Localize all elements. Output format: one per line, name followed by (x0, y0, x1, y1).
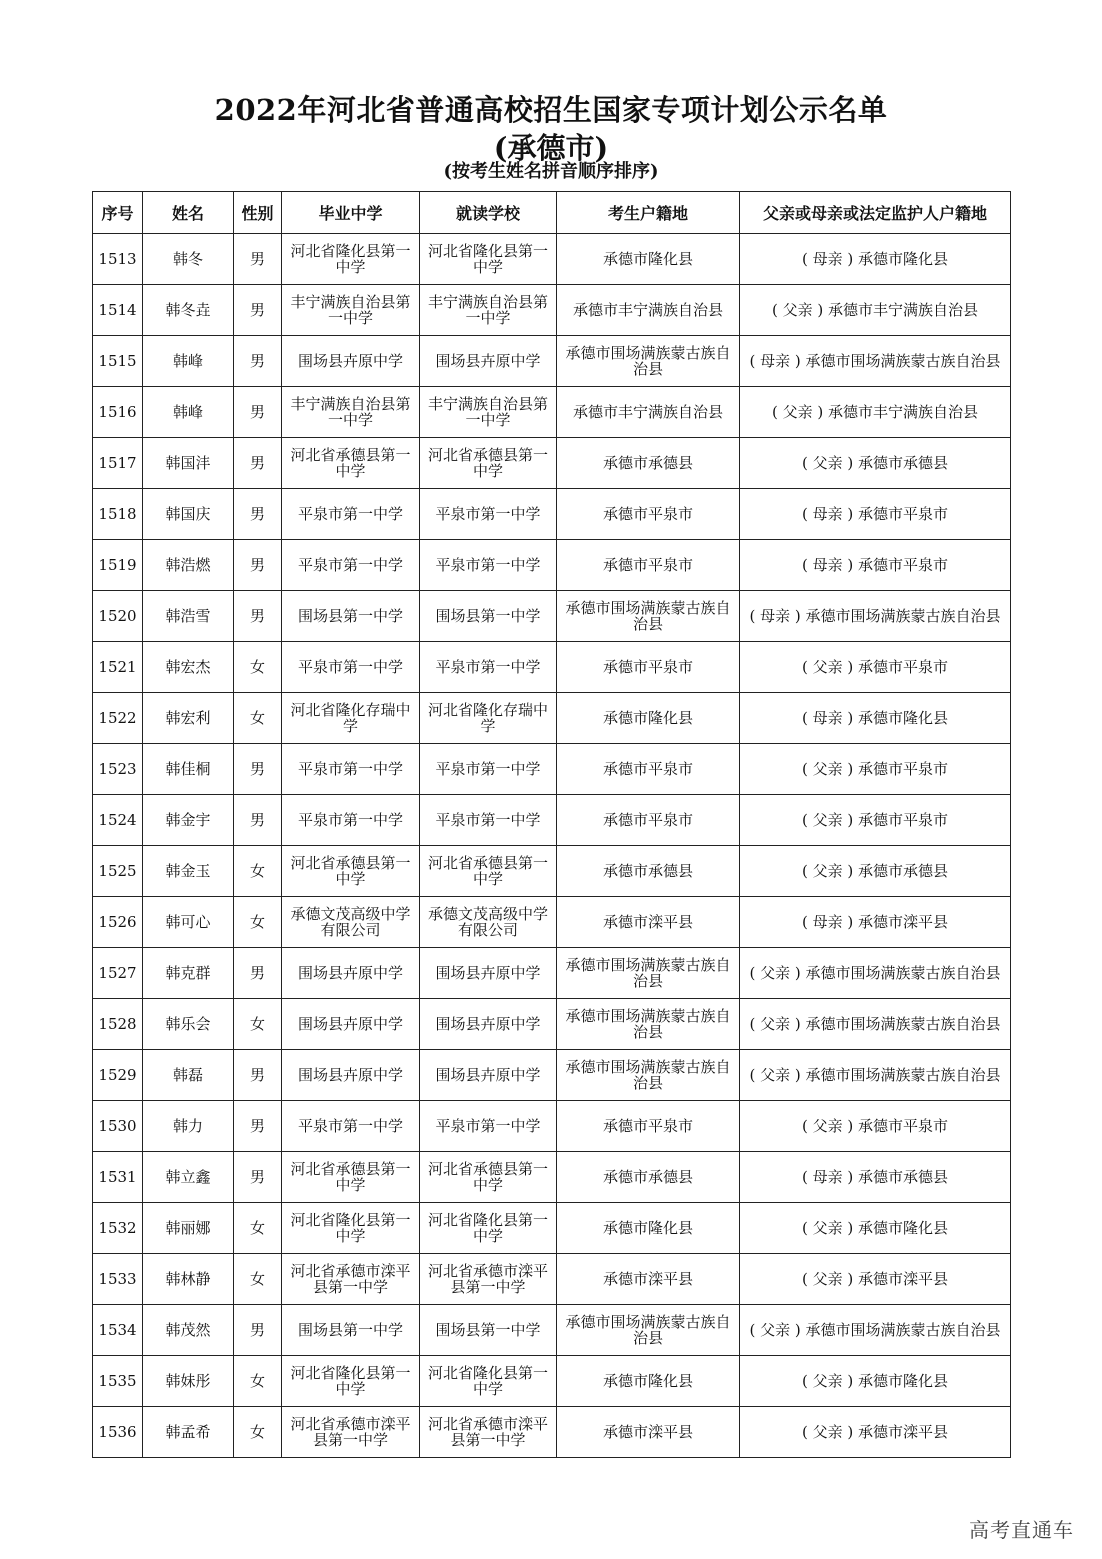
guardian-hukou-value: 承德市滦平县 (858, 1423, 949, 1441)
cell-gender: 男 (234, 1050, 282, 1101)
table-row (93, 948, 1011, 999)
cell-guardian-hukou (740, 795, 1011, 846)
table-row (93, 591, 1011, 642)
guardian-hukou-value: 承德市平泉市 (858, 760, 949, 778)
cell-hukou: 承德市承德县 (557, 1152, 740, 1203)
cell-gender: 男 (234, 285, 282, 336)
cell-no: 1526 (93, 897, 143, 948)
cell-current-school: 平泉市第一中学 (420, 540, 557, 591)
cell-current-school: 河北省隆化县第一中学 (420, 1356, 557, 1407)
cell-grad-school: 平泉市第一中学 (282, 489, 420, 540)
cell-guardian-hukou (740, 1305, 1011, 1356)
guardian-relation: ( 父亲 ) (771, 301, 824, 319)
cell-name: 韩峰 (143, 387, 234, 438)
column-header-current-school: 就读学校 (420, 192, 557, 234)
cell-name: 韩茂然 (143, 1305, 234, 1356)
column-header-hukou: 考生户籍地 (557, 192, 740, 234)
guardian-hukou-value: 承德市滦平县 (858, 1270, 949, 1288)
cell-current-school: 丰宁满族自治县第一中学 (420, 387, 557, 438)
cell-guardian-hukou (740, 1101, 1011, 1152)
cell-grad-school: 河北省承德市滦平县第一中学 (282, 1407, 420, 1458)
guardian-hukou-value: 承德市丰宁满族自治县 (828, 403, 979, 421)
cell-guardian-hukou (740, 1254, 1011, 1305)
guardian-hukou-value: 承德市平泉市 (858, 1117, 949, 1135)
cell-hukou: 承德市围场满族蒙古族自治县 (557, 1305, 740, 1356)
cell-hukou: 承德市平泉市 (557, 489, 740, 540)
cell-current-school: 丰宁满族自治县第一中学 (420, 285, 557, 336)
guardian-hukou-value: 承德市平泉市 (858, 505, 949, 523)
cell-name: 韩乐会 (143, 999, 234, 1050)
table-row (93, 234, 1011, 285)
cell-grad-school: 平泉市第一中学 (282, 642, 420, 693)
cell-current-school: 河北省隆化县第一中学 (420, 1203, 557, 1254)
cell-no: 1513 (93, 234, 143, 285)
cell-name: 韩磊 (143, 1050, 234, 1101)
cell-hukou: 承德市围场满族蒙古族自治县 (557, 1050, 740, 1101)
cell-gender: 女 (234, 1254, 282, 1305)
cell-hukou: 承德市承德县 (557, 846, 740, 897)
cell-gender: 男 (234, 336, 282, 387)
cell-current-school: 平泉市第一中学 (420, 795, 557, 846)
cell-no: 1530 (93, 1101, 143, 1152)
cell-grad-school: 围场县第一中学 (282, 591, 420, 642)
cell-no: 1520 (93, 591, 143, 642)
cell-grad-school: 丰宁满族自治县第一中学 (282, 387, 420, 438)
cell-name: 韩立鑫 (143, 1152, 234, 1203)
cell-name: 韩克群 (143, 948, 234, 999)
cell-guardian-hukou (740, 591, 1011, 642)
table-row (93, 897, 1011, 948)
guardian-relation: ( 父亲 ) (771, 403, 824, 421)
cell-no: 1524 (93, 795, 143, 846)
cell-no: 1525 (93, 846, 143, 897)
cell-name: 韩浩燃 (143, 540, 234, 591)
table-row (93, 336, 1011, 387)
guardian-relation: ( 父亲 ) (749, 964, 801, 982)
cell-grad-school: 河北省隆化县第一中学 (282, 1203, 420, 1254)
cell-current-school: 平泉市第一中学 (420, 1101, 557, 1152)
table-row (93, 795, 1011, 846)
cell-name: 韩国沣 (143, 438, 234, 489)
cell-guardian-hukou (740, 1050, 1011, 1101)
guardian-hukou-value: 承德市围场满族蒙古族自治县 (805, 1015, 1001, 1033)
cell-guardian-hukou (740, 1356, 1011, 1407)
cell-grad-school: 平泉市第一中学 (282, 1101, 420, 1152)
cell-hukou: 承德市丰宁满族自治县 (557, 285, 740, 336)
cell-gender: 女 (234, 1356, 282, 1407)
cell-no: 1518 (93, 489, 143, 540)
cell-hukou: 承德市平泉市 (557, 1101, 740, 1152)
cell-hukou: 承德市平泉市 (557, 744, 740, 795)
guardian-hukou-value: 承德市承德县 (858, 454, 949, 472)
cell-no: 1523 (93, 744, 143, 795)
watermark: 高考直通车 (969, 1518, 1074, 1542)
cell-current-school: 平泉市第一中学 (420, 744, 557, 795)
cell-guardian-hukou (740, 948, 1011, 999)
table-row (93, 744, 1011, 795)
guardian-hukou-value: 承德市隆化县 (858, 250, 949, 268)
cell-grad-school: 河北省承德县第一中学 (282, 1152, 420, 1203)
cell-no: 1533 (93, 1254, 143, 1305)
cell-no: 1529 (93, 1050, 143, 1101)
cell-hukou: 承德市丰宁满族自治县 (557, 387, 740, 438)
cell-grad-school: 承德文茂高级中学有限公司 (282, 897, 420, 948)
table-row (93, 999, 1011, 1050)
cell-gender: 男 (234, 540, 282, 591)
column-header-name: 姓名 (143, 192, 234, 234)
cell-gender: 男 (234, 387, 282, 438)
cell-current-school: 围场县卉原中学 (420, 1050, 557, 1101)
cell-grad-school: 平泉市第一中学 (282, 540, 420, 591)
cell-grad-school: 河北省承德市滦平县第一中学 (282, 1254, 420, 1305)
table-row (93, 693, 1011, 744)
guardian-relation: ( 母亲 ) (801, 556, 854, 574)
cell-name: 韩可心 (143, 897, 234, 948)
guardian-relation: ( 母亲 ) (801, 505, 854, 523)
cell-grad-school: 河北省承德县第一中学 (282, 438, 420, 489)
cell-current-school: 平泉市第一中学 (420, 489, 557, 540)
table-header-row (93, 192, 1011, 234)
cell-hukou: 承德市围场满族蒙古族自治县 (557, 999, 740, 1050)
cell-no: 1522 (93, 693, 143, 744)
cell-name: 韩宏杰 (143, 642, 234, 693)
cell-gender: 男 (234, 438, 282, 489)
table-row (93, 387, 1011, 438)
column-header-guardian-hukou: 父亲或母亲或法定监护人户籍地 (740, 192, 1011, 234)
cell-guardian-hukou (740, 999, 1011, 1050)
guardian-hukou-value: 承德市隆化县 (858, 1219, 949, 1237)
cell-grad-school: 河北省承德县第一中学 (282, 846, 420, 897)
table-row (93, 540, 1011, 591)
guardian-relation: ( 父亲 ) (801, 1423, 854, 1441)
cell-current-school: 围场县第一中学 (420, 591, 557, 642)
cell-name: 韩孟希 (143, 1407, 234, 1458)
cell-gender: 女 (234, 642, 282, 693)
guardian-hukou-value: 承德市围场满族蒙古族自治县 (805, 352, 1001, 370)
cell-hukou: 承德市滦平县 (557, 1407, 740, 1458)
guardian-relation: ( 父亲 ) (801, 1372, 854, 1390)
sort-note: (按考生姓名拼音顺序排序) (443, 161, 659, 182)
cell-no: 1516 (93, 387, 143, 438)
cell-no: 1514 (93, 285, 143, 336)
column-header-no: 序号 (93, 192, 143, 234)
guardian-hukou-value: 承德市平泉市 (858, 556, 949, 574)
cell-gender: 女 (234, 1203, 282, 1254)
cell-guardian-hukou (740, 234, 1011, 285)
cell-gender: 男 (234, 1152, 282, 1203)
column-header-grad-school: 毕业中学 (282, 192, 420, 234)
column-header-gender: 性别 (234, 192, 282, 234)
table-row (93, 438, 1011, 489)
guardian-relation: ( 父亲 ) (801, 454, 854, 472)
cell-gender: 男 (234, 591, 282, 642)
table-row (93, 1101, 1011, 1152)
table-row (93, 1305, 1011, 1356)
guardian-hukou-value: 承德市承德县 (858, 1168, 949, 1186)
cell-current-school: 平泉市第一中学 (420, 642, 557, 693)
cell-no: 1528 (93, 999, 143, 1050)
guardian-hukou-value: 承德市隆化县 (858, 709, 949, 727)
cell-current-school: 围场县卉原中学 (420, 999, 557, 1050)
cell-guardian-hukou (740, 387, 1011, 438)
cell-hukou: 承德市隆化县 (557, 1203, 740, 1254)
guardian-hukou-value: 承德市围场满族蒙古族自治县 (805, 1321, 1001, 1339)
cell-name: 韩妹彤 (143, 1356, 234, 1407)
cell-hukou: 承德市平泉市 (557, 540, 740, 591)
cell-name: 韩林静 (143, 1254, 234, 1305)
cell-name: 韩峰 (143, 336, 234, 387)
guardian-relation: ( 母亲 ) (801, 250, 854, 268)
guardian-hukou-value: 承德市围场满族蒙古族自治县 (805, 1066, 1001, 1084)
cell-grad-school: 河北省隆化存瑞中学 (282, 693, 420, 744)
cell-gender: 男 (234, 1101, 282, 1152)
cell-no: 1519 (93, 540, 143, 591)
table-row (93, 642, 1011, 693)
cell-current-school: 河北省承德县第一中学 (420, 438, 557, 489)
cell-current-school: 承德文茂高级中学有限公司 (420, 897, 557, 948)
cell-current-school: 河北省承德县第一中学 (420, 1152, 557, 1203)
cell-gender: 女 (234, 693, 282, 744)
cell-grad-school: 平泉市第一中学 (282, 795, 420, 846)
guardian-relation: ( 父亲 ) (801, 1270, 854, 1288)
cell-name: 韩冬 (143, 234, 234, 285)
table-row (93, 1407, 1011, 1458)
table-row (93, 1254, 1011, 1305)
cell-guardian-hukou (740, 438, 1011, 489)
cell-hukou: 承德市承德县 (557, 438, 740, 489)
cell-name: 韩浩雪 (143, 591, 234, 642)
guardian-hukou-value: 承德市丰宁满族自治县 (828, 301, 979, 319)
cell-name: 韩宏利 (143, 693, 234, 744)
cell-gender: 女 (234, 999, 282, 1050)
cell-guardian-hukou (740, 846, 1011, 897)
table-row (93, 1356, 1011, 1407)
cell-no: 1527 (93, 948, 143, 999)
cell-grad-school: 围场县卉原中学 (282, 336, 420, 387)
table-body (93, 234, 1011, 1458)
guardian-relation: ( 父亲 ) (801, 1117, 854, 1135)
cell-name: 韩佳桐 (143, 744, 234, 795)
cell-gender: 男 (234, 948, 282, 999)
cell-guardian-hukou (740, 897, 1011, 948)
guardian-hukou-value: 承德市平泉市 (858, 658, 949, 676)
guardian-relation: ( 母亲 ) (801, 1168, 854, 1186)
cell-grad-school: 围场县卉原中学 (282, 999, 420, 1050)
cell-name: 韩国庆 (143, 489, 234, 540)
guardian-relation: ( 父亲 ) (801, 1219, 854, 1237)
guardian-hukou-value: 承德市围场满族蒙古族自治县 (805, 964, 1001, 982)
cell-name: 韩丽娜 (143, 1203, 234, 1254)
cell-grad-school: 河北省隆化县第一中学 (282, 1356, 420, 1407)
cell-guardian-hukou (740, 693, 1011, 744)
cell-no: 1536 (93, 1407, 143, 1458)
cell-gender: 男 (234, 744, 282, 795)
guardian-relation: ( 父亲 ) (749, 1321, 801, 1339)
cell-guardian-hukou (740, 1203, 1011, 1254)
cell-current-school: 河北省承德市滦平县第一中学 (420, 1407, 557, 1458)
cell-current-school: 河北省隆化县第一中学 (420, 234, 557, 285)
table-row (93, 1050, 1011, 1101)
roster-table (92, 191, 1011, 1458)
cell-grad-school: 围场县卉原中学 (282, 948, 420, 999)
cell-no: 1535 (93, 1356, 143, 1407)
cell-guardian-hukou (740, 540, 1011, 591)
table-row (93, 285, 1011, 336)
cell-current-school: 河北省承德县第一中学 (420, 846, 557, 897)
cell-guardian-hukou (740, 285, 1011, 336)
cell-hukou: 承德市隆化县 (557, 1356, 740, 1407)
table-row (93, 1152, 1011, 1203)
guardian-hukou-value: 承德市围场满族蒙古族自治县 (805, 607, 1001, 625)
cell-current-school: 围场县第一中学 (420, 1305, 557, 1356)
page-title: 2022年河北省普通高校招生国家专项计划公示名单 (214, 93, 888, 127)
guardian-relation: ( 母亲 ) (801, 709, 854, 727)
cell-guardian-hukou (740, 642, 1011, 693)
cell-gender: 女 (234, 897, 282, 948)
cell-gender: 男 (234, 489, 282, 540)
cell-grad-school: 围场县第一中学 (282, 1305, 420, 1356)
cell-grad-school: 围场县卉原中学 (282, 1050, 420, 1101)
guardian-hukou-value: 承德市隆化县 (858, 1372, 949, 1390)
cell-name: 韩金玉 (143, 846, 234, 897)
cell-hukou: 承德市滦平县 (557, 897, 740, 948)
cell-grad-school: 平泉市第一中学 (282, 744, 420, 795)
cell-guardian-hukou (740, 744, 1011, 795)
cell-guardian-hukou (740, 1152, 1011, 1203)
guardian-relation: ( 父亲 ) (801, 811, 854, 829)
guardian-relation: ( 父亲 ) (749, 1066, 801, 1084)
cell-gender: 女 (234, 846, 282, 897)
cell-no: 1521 (93, 642, 143, 693)
cell-grad-school: 河北省隆化县第一中学 (282, 234, 420, 285)
cell-no: 1534 (93, 1305, 143, 1356)
cell-no: 1532 (93, 1203, 143, 1254)
page-subtitle: (承德市) (493, 131, 609, 165)
cell-hukou: 承德市隆化县 (557, 693, 740, 744)
guardian-relation: ( 父亲 ) (801, 862, 854, 880)
cell-hukou: 承德市隆化县 (557, 234, 740, 285)
table-row (93, 489, 1011, 540)
cell-gender: 男 (234, 1305, 282, 1356)
cell-grad-school: 丰宁满族自治县第一中学 (282, 285, 420, 336)
cell-gender: 男 (234, 795, 282, 846)
cell-current-school: 围场县卉原中学 (420, 948, 557, 999)
cell-hukou: 承德市围场满族蒙古族自治县 (557, 336, 740, 387)
guardian-relation: ( 父亲 ) (801, 760, 854, 778)
cell-gender: 男 (234, 234, 282, 285)
cell-hukou: 承德市围场满族蒙古族自治县 (557, 591, 740, 642)
cell-guardian-hukou (740, 1407, 1011, 1458)
cell-gender: 女 (234, 1407, 282, 1458)
cell-current-school: 河北省承德市滦平县第一中学 (420, 1254, 557, 1305)
guardian-hukou-value: 承德市滦平县 (858, 913, 949, 931)
guardian-hukou-value: 承德市承德县 (858, 862, 949, 880)
cell-guardian-hukou (740, 489, 1011, 540)
cell-no: 1517 (93, 438, 143, 489)
cell-hukou: 承德市平泉市 (557, 642, 740, 693)
cell-no: 1515 (93, 336, 143, 387)
guardian-relation: ( 母亲 ) (801, 913, 854, 931)
cell-current-school: 河北省隆化存瑞中学 (420, 693, 557, 744)
guardian-relation: ( 父亲 ) (801, 658, 854, 676)
guardian-relation: ( 父亲 ) (749, 1015, 801, 1033)
cell-hukou: 承德市平泉市 (557, 795, 740, 846)
guardian-relation: ( 母亲 ) (749, 352, 801, 370)
cell-hukou: 承德市围场满族蒙古族自治县 (557, 948, 740, 999)
cell-name: 韩力 (143, 1101, 234, 1152)
cell-hukou: 承德市滦平县 (557, 1254, 740, 1305)
cell-current-school: 围场县卉原中学 (420, 336, 557, 387)
cell-guardian-hukou (740, 336, 1011, 387)
cell-name: 韩金宇 (143, 795, 234, 846)
table-row (93, 1203, 1011, 1254)
guardian-hukou-value: 承德市平泉市 (858, 811, 949, 829)
table-row (93, 846, 1011, 897)
cell-name: 韩冬垚 (143, 285, 234, 336)
cell-no: 1531 (93, 1152, 143, 1203)
guardian-relation: ( 母亲 ) (749, 607, 801, 625)
